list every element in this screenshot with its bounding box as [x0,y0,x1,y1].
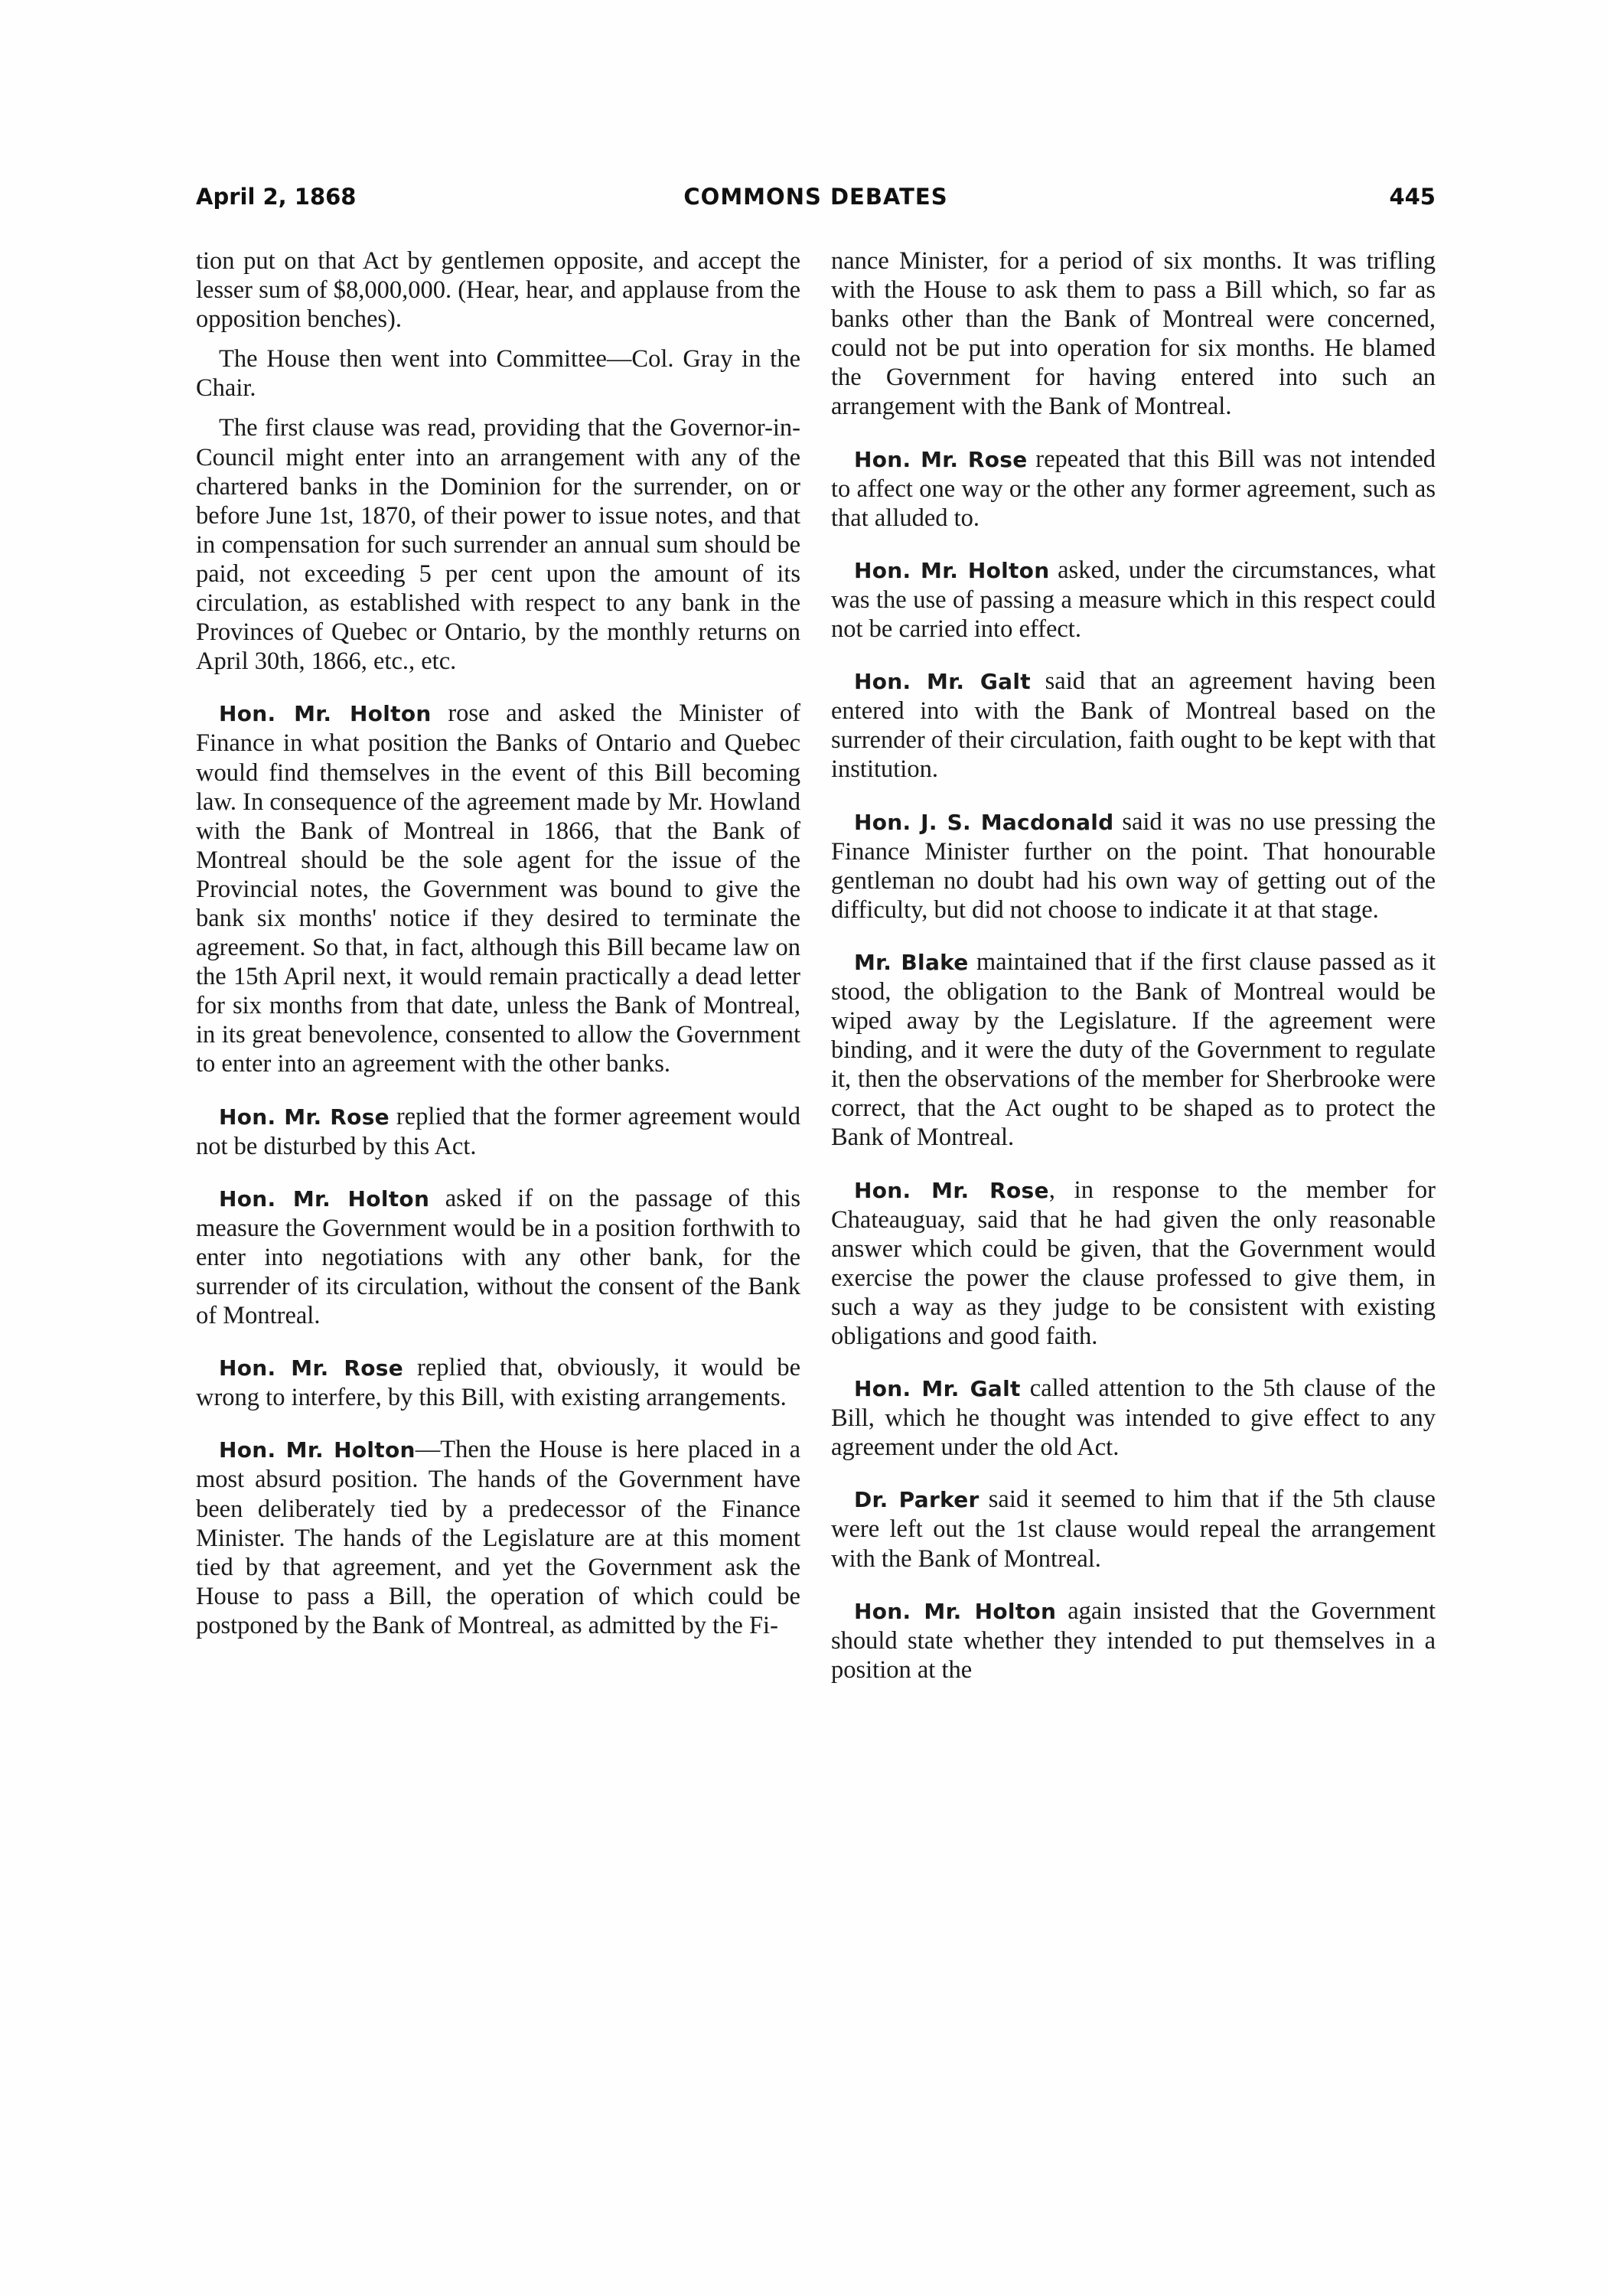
speech-text: replied that the former agreement would not be disturbed by this Act. [196,1102,800,1160]
speaker-name: Hon. J. S. Macdonald [854,809,1114,835]
speech-paragraph [831,1596,1436,1684]
speech-paragraph [831,947,1436,1153]
right-column [831,246,1436,1695]
speaker-name: Hon. Mr. Holton [854,1598,1057,1624]
speech-text: replied that, obviously, it would be wrong to interfere, by this Bill, with existing arrangements. [196,1354,801,1412]
speech-paragraph [831,807,1436,925]
speech-paragraph [196,1353,800,1412]
speaker-name: Hon. Mr. Holton [854,557,1050,583]
speech-text: called attention to the 5th clause of the Bill, which he thought was intended to give effect to any agreement under the old Act. [831,1375,1436,1462]
speech-paragraph [831,667,1436,784]
speaker-name: Hon. Mr. Rose [219,1355,404,1381]
left-column [196,246,800,1651]
speaker-name: Mr. Blake [854,949,969,975]
header-title: COMMONS DEBATES [683,184,948,210]
speech-text: repeated that this Bill was not intended to affect one way or the other any former agreement, such as that alluded to. [831,445,1436,532]
speech-paragraph [196,1184,800,1330]
speech-paragraph [831,1176,1436,1352]
speech-text: rose and asked the Minister of Finance in what position the Banks of Ontario and Quebec would find themselves in the event of this Bill becoming law. In consequence of the agreement made by Mr. Howland with the Bank of Montreal in 1866, that the Bank of Montreal should be the sole agent for the issue of the Provincial notes, the Government was bound to give the bank six months' notice if they desired to terminate the agreement. So that, in fact, although this Bill became law on the 15th April next, it would remain practically a dead letter for six months from that date, unless the Bank of Montreal, in its great benevolence, consented to allow the Government to enter into an agreement with the other banks. [196,700,801,1078]
speech-text: asked, under the circumstances, what was the use of passing a measure which in this respect could not be carried into effect. [831,556,1436,644]
header-date: April 2, 1868 [196,184,357,210]
paragraph: The first clause was read, providing that the Governor-in-Council might enter into an arrangement with any of the chartered banks in the Dominion for the surrender, on or before June 1st, 1870, of their power to issue notes, and that in compensation for such surrender an annual sum should be paid, not exceeding 5 per cent upon the amount of its circulation, as established with respect to any bank in the Provinces of Quebec or Ontario, by the monthly returns on April 30th, 1866, etc., etc. [196,414,800,676]
speaker-name: Hon. Mr. Holton [219,701,432,727]
speech-text: said it was no use pressing the Finance Minister further on the point. That honourable gentleman no doubt had his own way of getting out of the difficulty, but did not choose to indicate it at that stage. [831,807,1436,924]
speech-paragraph [196,699,800,1078]
speech-paragraph [831,556,1436,644]
speech-text: said it seemed to him that if the 5th clause were left out the 1st clause would repeal the arrangement with the Bank of Montreal. [831,1486,1436,1573]
speech-text: maintained that if the first clause passed as it stood, the obligation to the Bank of Montreal would be wiped away by the Legislature. If the agreement were binding, and it were the duty of the Government to regulate it, then the observations of the member for Sherbrooke were correct, that the Act ought to be shaped as to protect the Bank of Montreal. [831,947,1436,1152]
paragraph: tion put on that Act by gentlemen opposite, and accept the lesser sum of $8,000,000. (Hear, hear, and applause from the opposition benches). [196,247,800,334]
speech-text: again insisted that the Government should state whether they intended to put themselves in a position at the [831,1596,1436,1684]
speaker-name: Dr. Parker [854,1487,980,1513]
page-header [196,184,1436,222]
speech-paragraph [196,1435,800,1640]
speech-text: said that an agreement having been entered into with the Bank of Montreal based on the surrender of their circulation, faith ought to be kept with that institution. [831,667,1436,784]
header-page-number: 445 [1389,184,1436,210]
speaker-name: Hon. Mr. Rose [854,446,1028,472]
speaker-name: Hon. Mr. Rose [219,1104,390,1130]
speaker-name: Hon. Mr. Holton [219,1186,430,1212]
speech-paragraph [831,1374,1436,1462]
speaker-name: Hon. Mr. Holton [219,1437,416,1463]
speaker-name: Hon. Mr. Galt [854,1376,1021,1402]
speech-paragraph [831,1485,1436,1573]
paragraph: nance Minister, for a period of six months. It was trifling with the House to ask them to pass a Bill which, so far as banks other than the Bank of Montreal were concerned, could not be put into operation for six months. He blamed the Government for having entered into such an arrangement with the Bank of Montreal. [831,247,1436,421]
speech-text: —Then the House is here placed in a most absurd position. The hands of the Government have been deliberately tied by a predecessor of the Finance Minister. The hands of the Legislature are at this moment tied by that agreement, and yet the Government ask the House to pass a Bill, the operation of which could be postponed by the Bank of Montreal, as admitted by the Fi- [196,1436,800,1639]
speech-paragraph [196,1102,800,1161]
paragraph: The House then went into Committee—Col. Gray in the Chair. [196,345,800,403]
speaker-name: Hon. Mr. Galt [854,669,1031,695]
speech-text: asked if on the passage of this measure the Government would be in a position forthwith to enter into negotiations with any other bank, for the surrender of its circulation, without the consent of the Bank of Montreal. [196,1184,801,1330]
speech-text: , in response to the member for Chateauguay, said that he had given the only reasonable answer which could be given, that the Government would exercise the power the clause professed to give them, in such a way as they judge to be consistent with existing obligations and good faith. [831,1176,1436,1350]
speech-paragraph [831,445,1436,533]
speaker-name: Hon. Mr. Rose [854,1177,1049,1203]
